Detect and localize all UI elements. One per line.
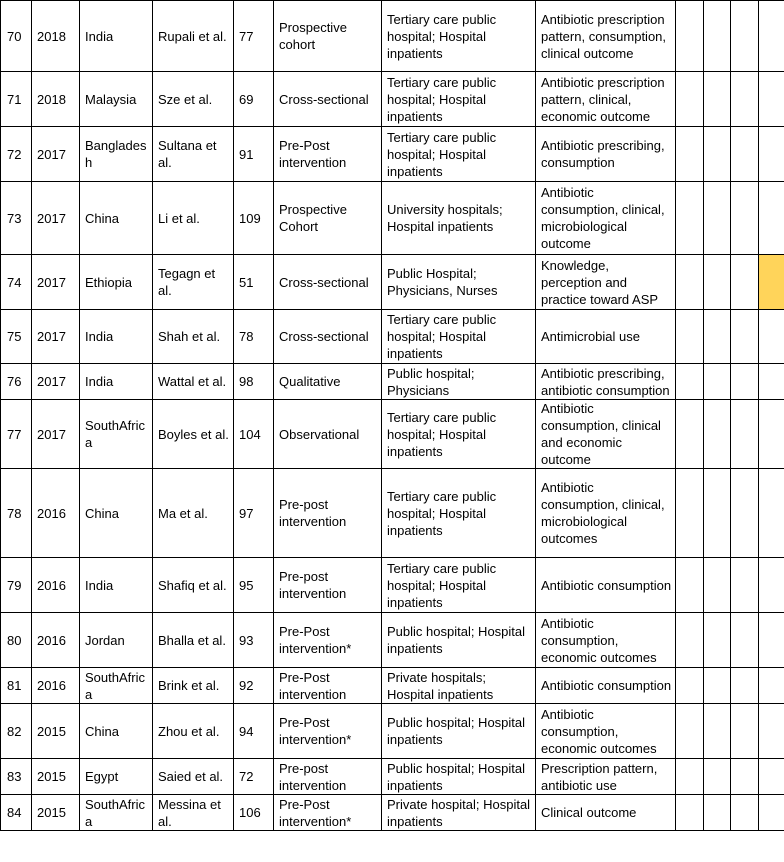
author-cell: Boyles et al. [153,400,234,469]
empty-cell [759,558,784,613]
empty-cell [731,364,759,400]
empty-cell [704,72,731,127]
empty-cell [704,469,731,558]
empty-cell [759,364,784,400]
reference-cell: 106 [234,795,274,831]
study-design-cell: Pre-post intervention [274,558,382,613]
setting-cell: Private hospital; Hospital inpatients [382,795,536,831]
empty-cell [759,182,784,255]
year-cell: 2015 [32,759,80,795]
empty-cell [731,72,759,127]
study-design-cell: Cross-sectional [274,72,382,127]
country-cell: SouthAfrica [80,400,153,469]
table-row [1,364,784,400]
setting-cell: Public Hospital; Physicians, Nurses [382,255,536,310]
empty-cell [731,558,759,613]
author-cell: Saied et al. [153,759,234,795]
reference-cell: 78 [234,310,274,364]
outcome-cell: Antibiotic prescribing, antibiotic consumption [536,364,676,400]
author-cell: Tegagn et al. [153,255,234,310]
author-cell: Shafiq et al. [153,558,234,613]
table-row [1,1,784,72]
row-number: 77 [1,400,32,469]
table-row [1,558,784,613]
empty-cell [676,558,704,613]
reference-cell: 93 [234,613,274,668]
empty-cell [676,310,704,364]
country-cell: SouthAfrica [80,668,153,704]
empty-cell [704,1,731,72]
country-cell: India [80,1,153,72]
country-cell: SouthAfrica [80,795,153,831]
table-row [1,72,784,127]
study-design-cell: Observational [274,400,382,469]
setting-cell: Tertiary care public hospital; Hospital inpatients [382,1,536,72]
country-cell: China [80,182,153,255]
outcome-cell: Clinical outcome [536,795,676,831]
table-row [1,310,784,364]
country-cell: Bangladesh [80,127,153,182]
empty-cell [676,613,704,668]
empty-cell [704,127,731,182]
setting-cell: Tertiary care public hospital; Hospital inpatients [382,400,536,469]
country-cell: India [80,310,153,364]
empty-cell [676,400,704,469]
year-cell: 2017 [32,310,80,364]
row-number: 82 [1,704,32,759]
empty-cell [676,72,704,127]
year-cell: 2017 [32,182,80,255]
study-design-cell: Pre-Post intervention [274,668,382,704]
outcome-cell: Antibiotic consumption, economic outcomes [536,613,676,668]
empty-cell [704,310,731,364]
table-row [1,613,784,668]
year-cell: 2015 [32,795,80,831]
empty-cell [759,1,784,72]
country-cell: Ethiopia [80,255,153,310]
author-cell: Shah et al. [153,310,234,364]
row-number: 80 [1,613,32,668]
empty-cell [676,759,704,795]
reference-cell: 51 [234,255,274,310]
empty-cell [731,759,759,795]
empty-cell [676,127,704,182]
empty-cell [731,795,759,831]
row-number: 75 [1,310,32,364]
empty-cell [704,668,731,704]
empty-cell [676,704,704,759]
empty-cell [676,795,704,831]
author-cell: Wattal et al. [153,364,234,400]
reference-cell: 72 [234,759,274,795]
row-number: 76 [1,364,32,400]
author-cell: Li et al. [153,182,234,255]
setting-cell: Public hospital; Hospital inpatients [382,613,536,668]
empty-cell [676,668,704,704]
empty-cell [704,613,731,668]
empty-cell [759,127,784,182]
author-cell: Messina et al. [153,795,234,831]
row-number: 73 [1,182,32,255]
country-cell: China [80,704,153,759]
setting-cell: Tertiary care public hospital; Hospital inpatients [382,310,536,364]
empty-cell [759,795,784,831]
empty-cell [731,127,759,182]
reference-cell: 98 [234,364,274,400]
country-cell: Egypt [80,759,153,795]
study-design-cell: Qualitative [274,364,382,400]
reference-cell: 69 [234,72,274,127]
table-row [1,182,784,255]
row-number: 84 [1,795,32,831]
country-cell: Jordan [80,613,153,668]
author-cell: Bhalla et al. [153,613,234,668]
empty-cell [731,613,759,668]
study-design-cell: Prospective Cohort [274,182,382,255]
year-cell: 2016 [32,558,80,613]
table-row [1,668,784,704]
row-number: 72 [1,127,32,182]
yellow-highlight-cell [759,255,784,310]
empty-cell [759,759,784,795]
reference-cell: 104 [234,400,274,469]
year-cell: 2015 [32,704,80,759]
empty-cell [704,704,731,759]
empty-cell [759,469,784,558]
empty-cell [676,1,704,72]
country-cell: India [80,364,153,400]
country-cell: India [80,558,153,613]
empty-cell [759,613,784,668]
empty-cell [759,310,784,364]
year-cell: 2018 [32,72,80,127]
study-design-cell: Pre-post intervention [274,759,382,795]
table-row [1,400,784,469]
table-row [1,255,784,310]
setting-cell: Tertiary care public hospital; Hospital inpatients [382,558,536,613]
empty-cell [731,310,759,364]
year-cell: 2017 [32,127,80,182]
setting-cell: Tertiary care public hospital; Hospital inpatients [382,72,536,127]
empty-cell [731,1,759,72]
year-cell: 2016 [32,469,80,558]
outcome-cell: Antibiotic consumption, clinical and economic outcome [536,400,676,469]
author-cell: Brink et al. [153,668,234,704]
year-cell: 2016 [32,613,80,668]
study-design-cell: Pre-Post intervention [274,127,382,182]
outcome-cell: Antibiotic consumption, clinical, microbiological outcome [536,182,676,255]
empty-cell [704,795,731,831]
year-cell: 2018 [32,1,80,72]
setting-cell: Private hospitals; Hospital inpatients [382,668,536,704]
year-cell: 2017 [32,255,80,310]
study-design-cell: Cross-sectional [274,310,382,364]
empty-cell [759,72,784,127]
reference-cell: 91 [234,127,274,182]
outcome-cell: Antibiotic prescription pattern, clinical, economic outcome [536,72,676,127]
empty-cell [731,182,759,255]
study-design-cell: Pre-Post intervention* [274,613,382,668]
row-number: 83 [1,759,32,795]
year-cell: 2016 [32,668,80,704]
empty-cell [731,704,759,759]
outcome-cell: Antibiotic consumption [536,668,676,704]
outcome-cell: Prescription pattern, antibiotic use [536,759,676,795]
outcome-cell: Antibiotic consumption [536,558,676,613]
table-row [1,795,784,831]
empty-cell [676,182,704,255]
row-number: 81 [1,668,32,704]
empty-cell [704,400,731,469]
reference-cell: 94 [234,704,274,759]
empty-cell [731,255,759,310]
reference-cell: 97 [234,469,274,558]
setting-cell: Public hospital; Hospital inpatients [382,704,536,759]
author-cell: Zhou et al. [153,704,234,759]
empty-cell [731,400,759,469]
outcome-cell: Antimicrobial use [536,310,676,364]
row-number: 79 [1,558,32,613]
empty-cell [676,364,704,400]
empty-cell [731,668,759,704]
author-cell: Ma et al. [153,469,234,558]
empty-cell [759,704,784,759]
outcome-cell: Antibiotic prescription pattern, consumption, clinical outcome [536,1,676,72]
author-cell: Sultana et al. [153,127,234,182]
setting-cell: Tertiary care public hospital; Hospital inpatients [382,469,536,558]
table-row [1,469,784,558]
study-design-cell: Pre-post intervention [274,469,382,558]
setting-cell: Public hospital; Hospital inpatients [382,759,536,795]
outcome-cell: Knowledge, perception and practice toward ASP [536,255,676,310]
empty-cell [676,469,704,558]
table-row [1,759,784,795]
outcome-cell: Antibiotic consumption, economic outcomes [536,704,676,759]
row-number: 74 [1,255,32,310]
study-design-cell: Cross-sectional [274,255,382,310]
empty-cell [731,469,759,558]
empty-cell [704,759,731,795]
reference-cell: 109 [234,182,274,255]
setting-cell: Tertiary care public hospital; Hospital inpatients [382,127,536,182]
table-row [1,127,784,182]
author-cell: Sze et al. [153,72,234,127]
empty-cell [676,255,704,310]
country-cell: Malaysia [80,72,153,127]
reference-cell: 92 [234,668,274,704]
reference-cell: 95 [234,558,274,613]
year-cell: 2017 [32,364,80,400]
study-design-cell: Prospective cohort [274,1,382,72]
row-number: 71 [1,72,32,127]
empty-cell [759,668,784,704]
empty-cell [759,400,784,469]
empty-cell [704,364,731,400]
empty-cell [704,558,731,613]
empty-cell [704,255,731,310]
table-body [1,1,784,831]
reference-cell: 77 [234,1,274,72]
author-cell: Rupali et al. [153,1,234,72]
row-number: 70 [1,1,32,72]
setting-cell: University hospitals; Hospital inpatients [382,182,536,255]
year-cell: 2017 [32,400,80,469]
table-row [1,704,784,759]
outcome-cell: Antibiotic prescribing, consumption [536,127,676,182]
setting-cell: Public hospital; Physicians [382,364,536,400]
study-design-cell: Pre-Post intervention* [274,795,382,831]
empty-cell [704,182,731,255]
row-number: 78 [1,469,32,558]
outcome-cell: Antibiotic consumption, clinical, microbiological outcomes [536,469,676,558]
country-cell: China [80,469,153,558]
study-design-cell: Pre-Post intervention* [274,704,382,759]
